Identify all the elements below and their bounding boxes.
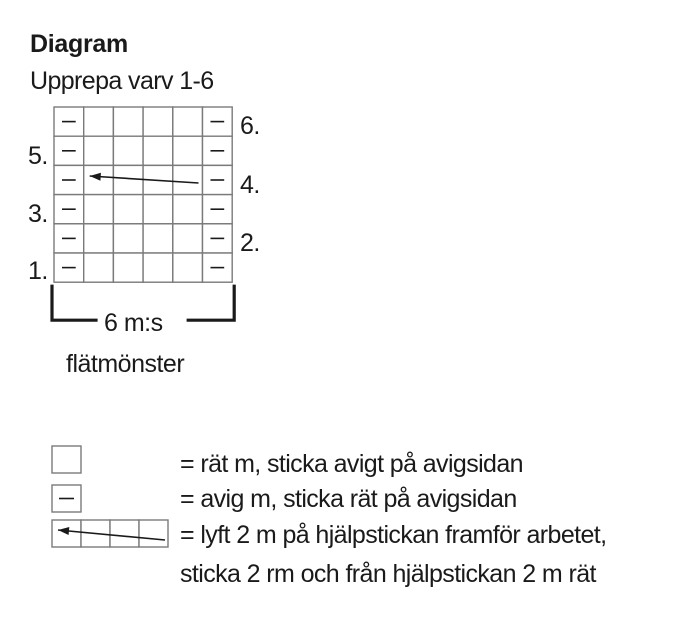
row-label-5: 5. (28, 142, 48, 170)
legend-knit-text: = rät m, sticka avigt på avigsidan (180, 450, 523, 478)
row-label-6: 6. (240, 112, 260, 140)
legend-cable-text-line2: sticka 2 rm och från hjälpstickan 2 m rät (180, 560, 596, 588)
diagram-title: Diagram (30, 30, 128, 58)
row-label-4: 4. (240, 171, 260, 199)
diagram-subtitle: Upprepa varv 1-6 (30, 67, 214, 95)
repeat-stitch-count: 6 m:s (104, 309, 163, 337)
legend-knit-symbol (52, 446, 81, 473)
row-label-3: 3. (28, 200, 48, 228)
legend-cable-text-line1: = lyft 2 m på hjälpstickan framför arbetet, (180, 521, 607, 549)
legend-purl-text: = avig m, sticka rät på avigsidan (180, 485, 517, 513)
row-label-2: 2. (240, 229, 260, 257)
legend-cable-symbol (52, 520, 168, 547)
repeat-pattern-name: flätmönster (66, 350, 185, 378)
row-label-1: 1. (28, 257, 48, 285)
